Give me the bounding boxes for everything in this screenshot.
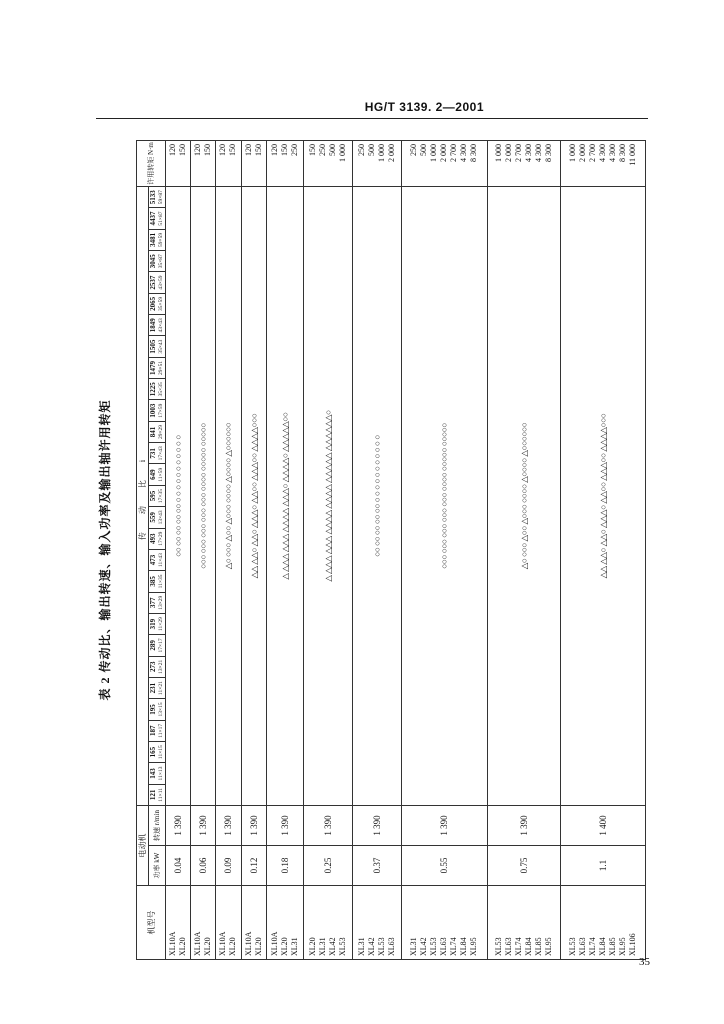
ratio-factors: 17×59: [158, 403, 164, 418]
torque-cell: 1 000 2 000 2 700 4 300 4 300 8 300 11 000: [560, 141, 645, 187]
document-header-code: HG/T 3139. 2—2001: [364, 100, 484, 114]
col-header-model: 机型号: [137, 886, 166, 960]
model-cell: XL53 XL63 XL74 XL84 XL85 XL95: [487, 886, 560, 960]
speed-cell: 1 390: [487, 806, 560, 846]
ratio-header: [149, 763, 166, 784]
speed-cell: 1 390: [266, 806, 303, 846]
ratio-header: [149, 720, 166, 741]
ratio-factors: 17×17: [158, 638, 164, 653]
ratio-factors: 11×29: [158, 617, 164, 632]
ratio-header: [149, 528, 166, 549]
torque-cell: 120 150: [191, 141, 216, 187]
ratio-factors: 11×17: [158, 723, 164, 738]
ratio-header: [149, 592, 166, 613]
ratio-factors: 11×13: [158, 766, 164, 781]
ratio-header: [149, 699, 166, 720]
ratio-value: 1003: [149, 403, 157, 418]
ratio-value: 3481: [149, 232, 157, 247]
ratio-factors: 17×43: [158, 446, 164, 461]
table-row: [166, 141, 191, 960]
ratio-factors: 29×51: [158, 360, 164, 376]
ratio-header: [149, 251, 166, 272]
ratio-value: 731: [149, 448, 157, 459]
table-row: [353, 141, 402, 960]
ratio-value: 1479: [149, 360, 157, 375]
ratio-header: [149, 507, 166, 528]
ratio-header: [149, 272, 166, 293]
table-row: [241, 141, 266, 960]
model-cell: XL31 XL42 XL53 XL63 XL74 XL84 XL95: [402, 886, 487, 960]
ratio-header: [149, 293, 166, 314]
torque-cell: 150 250 500 1 000: [303, 141, 352, 187]
ratio-value: 473: [149, 554, 157, 566]
ratio-header: [149, 379, 166, 400]
torque-cell: 120 150: [241, 141, 266, 187]
ratio-header: [149, 656, 166, 677]
ratio-value: 121: [149, 789, 157, 801]
power-cell: 0.18: [266, 846, 303, 886]
speed-cell: 1 390: [216, 806, 241, 846]
table-row: [487, 141, 560, 960]
ratio-header: [149, 571, 166, 592]
selection-marks-cell: ○○○ ○○○ ○○○ ○○○ ○○○ ○○○○ ○○○○○ ○○○○○: [402, 187, 487, 806]
ratio-value: 377: [149, 597, 157, 608]
ratio-header: [149, 208, 166, 229]
selection-marks-cell: ○○ ○○ ○○ ○○ ○○ ○ ○ ○ ○ ○ ○ ○ ○ ○ ○ ○: [166, 187, 191, 806]
selection-marks-cell: △ △△△ △△△ △△△△ △△△△ △△△△△ △△△△△△○: [303, 187, 352, 806]
speed-cell: 1 390: [166, 806, 191, 846]
ratio-value: 143: [149, 768, 157, 779]
speed-cell: 1 390: [353, 806, 402, 846]
ratio-factors: 43×59: [158, 275, 164, 290]
model-cell: XL20 XL31 XL42 XL53: [303, 886, 352, 960]
power-cell: 0.09: [216, 846, 241, 886]
ratio-header: [149, 784, 166, 805]
ratio-header: [149, 485, 166, 506]
ratio-factors: 59×59: [158, 232, 164, 247]
ratio-value: 1505: [149, 339, 157, 354]
table-caption: 表 2 传动比、输出转速、输入功率及输出轴许用转矩: [98, 399, 112, 701]
col-header-motor: 电动机: [137, 806, 149, 886]
ratio-factors: 11×11: [158, 787, 164, 802]
table-row: [303, 141, 352, 960]
ratio-header: [149, 464, 166, 485]
ratio-value: 841: [149, 426, 157, 438]
rotated-table-block: [96, 140, 652, 960]
ratio-header: [149, 741, 166, 762]
ratio-factors: 59×87: [158, 190, 164, 205]
speed-cell: 1 400: [560, 806, 645, 846]
speed-cell: 1 390: [191, 806, 216, 846]
ratio-header: [149, 187, 166, 208]
ratio-factors: 43×43: [158, 318, 164, 333]
ratio-factors: 13×43: [158, 510, 164, 525]
ratio-value: 319: [149, 618, 157, 630]
selection-marks-cell: △△ △△○ △△○ △△△○ △△○○ △△△○○ △△△△○○○: [241, 187, 266, 806]
ratio-header: [149, 336, 166, 357]
ratio-factors: 17×35: [158, 488, 164, 504]
ratio-value: 385: [149, 576, 157, 587]
power-cell: 0.12: [241, 846, 266, 886]
ratio-value: 165: [149, 746, 157, 758]
col-header-power: 功率 kW: [149, 846, 166, 886]
power-cell: 1.1: [560, 846, 645, 886]
model-cell: XL53 XL63 XL74 XL84 XL85 XL95 XL106: [560, 886, 645, 960]
table-row: [266, 141, 303, 960]
ratio-value: 3045: [149, 254, 157, 269]
ratio-value: 273: [149, 661, 157, 673]
ratio-factors: 35×59: [158, 296, 164, 311]
ratio-value: 2537: [149, 275, 157, 290]
ratio-factors: 51×87: [158, 211, 164, 226]
ratio-factors: 13×21: [158, 659, 164, 674]
ratio-value: 493: [149, 533, 157, 544]
torque-cell: 250 500 1 000 2 000: [353, 141, 402, 187]
model-cell: XL31 XL42 XL53 XL63: [353, 886, 402, 960]
ratio-value: 5133: [149, 190, 157, 205]
ratio-header: [149, 549, 166, 570]
ratio-factors: 11×35: [158, 574, 164, 589]
ratio-header: [149, 357, 166, 378]
torque-cell: 250 500 1 000 2 000 2 700 4 300 8 300: [402, 141, 487, 187]
ratio-factors: 35×35: [158, 382, 164, 397]
ratio-value: 231: [149, 682, 157, 694]
power-cell: 0.04: [166, 846, 191, 886]
table-row: [402, 141, 487, 960]
page-number: 35: [639, 956, 650, 968]
selection-marks-cell: △ △△△ △△△ △△△△ △△△○ △△△△○ △△△△△○○: [266, 187, 303, 806]
ratio-header: [149, 613, 166, 634]
ratio-header: [149, 315, 166, 336]
model-cell: XL10A XL20: [191, 886, 216, 960]
ratio-factors: 35×87: [158, 254, 164, 269]
ratio-header: [149, 400, 166, 421]
ratio-value: 4437: [149, 211, 157, 226]
power-cell: 0.55: [402, 846, 487, 886]
ratio-factors: 13×29: [158, 595, 164, 610]
ratio-value: 187: [149, 725, 157, 737]
table-row: [560, 141, 645, 960]
col-header-speed: 转速 r/min: [149, 806, 166, 846]
ratio-header: [149, 421, 166, 442]
selection-marks-cell: ○○ ○○ ○○ ○○ ○○ ○ ○ ○ ○ ○ ○ ○ ○ ○ ○ ○: [353, 187, 402, 806]
ratio-header: [149, 635, 166, 656]
ratio-factors: 13×15: [158, 702, 164, 717]
selection-marks-cell: △○ ○○○ △○○ △○○○ ○○○○ △○○○○ △○○○○○○: [487, 187, 560, 806]
ratio-factors: 11×15: [158, 745, 164, 760]
ratio-factors: 11×21: [158, 681, 164, 696]
selection-marks-cell: ○○○ ○○○ ○○○ ○○○ ○○○ ○○○○ ○○○○○ ○○○○○: [191, 187, 216, 806]
selection-marks-cell: △○ ○○○ △○○ △○○○ ○○○○ △○○○○ △○○○○○○: [216, 187, 241, 806]
ratio-table: [136, 140, 646, 960]
ratio-header: [149, 677, 166, 698]
ratio-value: 649: [149, 469, 157, 480]
model-cell: XL10A XL20 XL31: [266, 886, 303, 960]
ratio-factors: 11×43: [158, 553, 164, 567]
table-row: [191, 141, 216, 960]
power-cell: 0.06: [191, 846, 216, 886]
torque-cell: 120 150: [166, 141, 191, 187]
selection-marks-cell: △△ △△○ △△○ △△△○ △△○○ △△△○○ △△△△○○○: [560, 187, 645, 806]
ratio-header: [149, 229, 166, 250]
torque-cell: 1 000 2 000 2 700 4 300 4 300 8 300: [487, 141, 560, 187]
ratio-value: 1225: [149, 382, 157, 397]
ratio-factors: 35×43: [158, 339, 164, 354]
torque-cell: 120 150: [216, 141, 241, 187]
col-header-ratio-group: 传 动 比 i: [137, 187, 149, 806]
ratio-value: 2065: [149, 296, 157, 311]
header-rule: [96, 118, 648, 119]
ratio-header: [149, 443, 166, 464]
ratio-value: 1849: [149, 318, 157, 333]
ratio-value: 595: [149, 490, 157, 502]
ratio-factors: 29×29: [158, 424, 164, 440]
model-cell: XL10A XL20: [166, 886, 191, 960]
model-cell: XL10A XL20: [216, 886, 241, 960]
col-header-torque: 许用转矩 N·m: [137, 141, 166, 187]
power-cell: 0.75: [487, 846, 560, 886]
ratio-factors: 17×29: [158, 531, 164, 546]
power-cell: 0.25: [303, 846, 352, 886]
ratio-factors: 11×59: [158, 467, 164, 482]
table-row: [216, 141, 241, 960]
ratio-value: 195: [149, 704, 157, 715]
ratio-value: 559: [149, 512, 157, 523]
torque-cell: 120 150 250: [266, 141, 303, 187]
power-cell: 0.37: [353, 846, 402, 886]
model-cell: XL10A XL20: [241, 886, 266, 960]
speed-cell: 1 390: [241, 806, 266, 846]
speed-cell: 1 390: [303, 806, 352, 846]
ratio-value: 289: [149, 640, 157, 651]
speed-cell: 1 390: [402, 806, 487, 846]
